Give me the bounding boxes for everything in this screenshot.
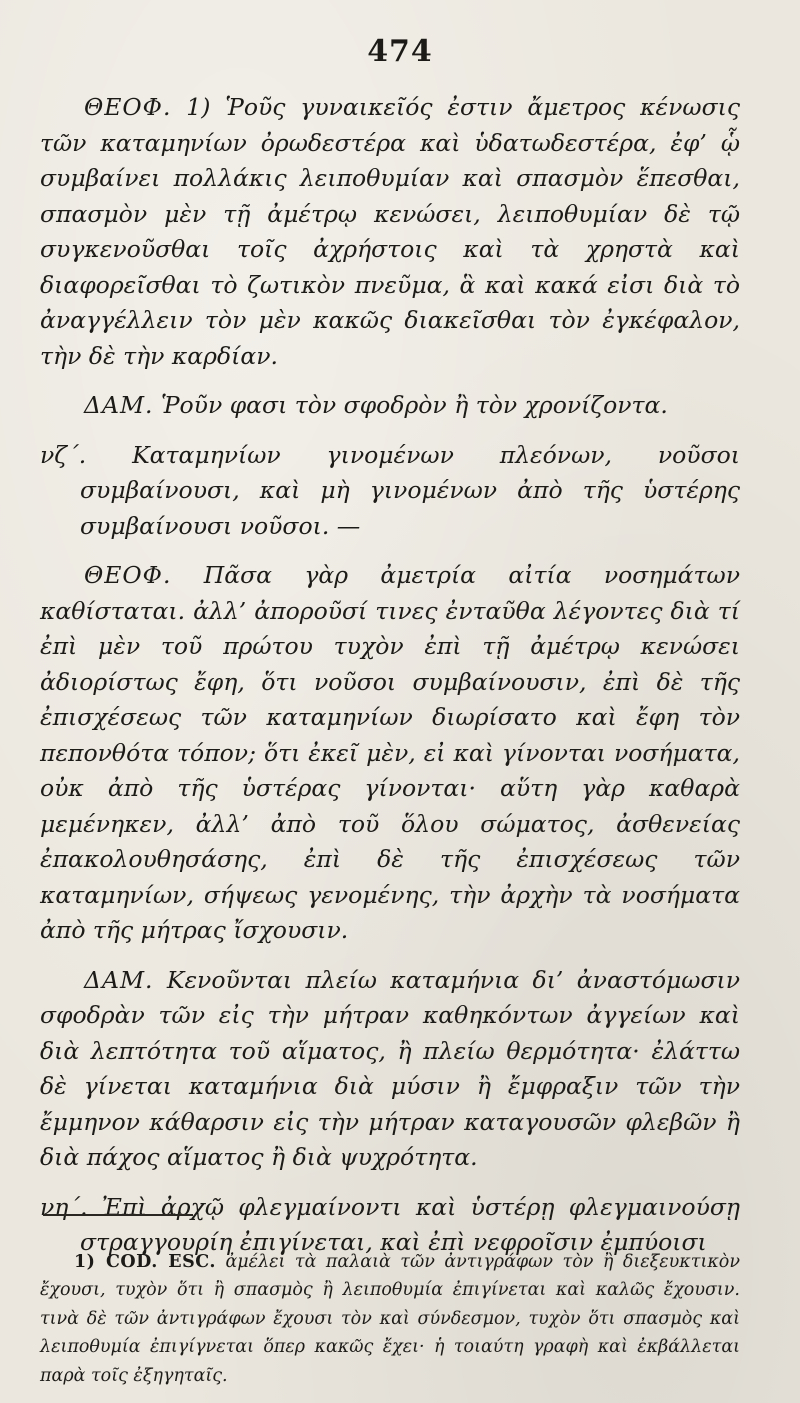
commentary-text: Κενοῦνται πλείω καταμήνια δι’ ἀναστόμωσιν σφοδρὰν τῶν εἰς τὴν μήτραν καθηκόντων ἀγγείων καὶ διὰ λεπτότητα τοῦ αἵματος, ἢ πλείω θερμότητα· ἐλάττω δὲ γίνεται καταμήνια διὰ μύσιν ἢ ἔμφραξιν τῶν τὴν ἔμμηνον κάθαρσιν εἰς τὴν μήτραν καταγουσῶν φλεβῶν ἢ διὰ πάχος αἵματος ἢ διὰ ψυχρότητα. — [40, 965, 740, 1171]
aphorism-57 — [40, 438, 740, 545]
aphorism-number: νη΄. — [40, 1192, 88, 1221]
aphorism-text: Ἐπὶ ἀρχῷ φλεγμαίνοντι καὶ ὑστέρῃ φλεγμαινούσῃ στραγγουρίη ἐπιγίνεται, καὶ ἐπὶ νεφροῖσιν ἐμπύοισι — [80, 1192, 740, 1256]
speaker-label: ΔΑΜ. — [84, 965, 154, 994]
commentary-damascius-2 — [40, 963, 740, 1176]
footnote — [40, 1248, 740, 1391]
commentary-theophilus-1 — [40, 90, 740, 374]
speaker-label: ΘΕΟΦ. — [84, 561, 172, 589]
commentary-text: 1) Ῥοῦς γυναικεῖός ἐστιν ἄμετρος κένωσις τῶν καταμηνίων ὀρωδεστέρα καὶ ὑδατωδεστέρα, ἐφ’ ᾧ συμβαίνει πολλάκις λειποθυμίαν καὶ σπασμὸν ἕπεσθαι, σπασμὸν μὲν τῇ ἀμέτρῳ κενώσει, λειποθυμίαν δὲ τῷ συγκενοῦσθαι τοῖς ἀχρήστοις καὶ τὰ χρηστὰ καὶ διαφορεῖσθαι τὸ ζωτικὸν πνεῦμα, ἃ καὶ κακά εἰσι διὰ τὸ ἀναγγέλλειν τὸν μὲν κακῶς διακεῖσθαι τὸν ἐγκέφαλον, τὴν δὲ τὴν καρδίαν. — [40, 93, 740, 370]
speaker-label: ΔΑΜ. — [84, 391, 154, 419]
footnote-text: ἀμέλει τὰ παλαιὰ τῶν ἀντιγράφων τὸν ἢ διεξευκτικὸν ἔχουσι, τυχὸν ὅτι ἢ σπασμὸς ἢ λειποθυμία ἐπιγίνεται καὶ καλῶς ἔχουσιν. τινὰ δὲ τῶν ἀντιγράφων ἔχουσι τὸν καὶ σύνδεσμον, τυχὸν ὅτι σπασμὸς καὶ λειποθυμία ἐπιγίγνεται ὅπερ κακῶς ἔχει· ἡ τοιαύτη γραφὴ καὶ ἐκβάλλεται παρὰ τοῖς ἐξηγηταῖς. — [40, 1251, 740, 1386]
page-number: 474 — [367, 34, 433, 69]
commentary-theophilus-2 — [40, 558, 740, 949]
aphorism-text: Καταμηνίων γινομένων πλεόνων, νοῦσοι συμβαίνουσι, καὶ μὴ γινομένων ἀπὸ τῆς ὑστέρης συμβαίνουσι νοῦσοι. — — [80, 440, 740, 540]
footnote-rule — [43, 1214, 193, 1216]
speaker-label: ΘΕΟΦ. — [84, 93, 172, 121]
commentary-text: Πᾶσα γὰρ ἀμετρία αἰτία νοσημάτων καθίσταται. ἀλλ’ ἀποροῦσί τινες ἐνταῦθα λέγοντες διὰ τί ἐπὶ μὲν τοῦ πρώτου τυχὸν ἐπὶ τῇ ἀμέτρῳ κενώσει ἀδιορίστως ἔφη, ὅτι νοῦσοι συμβαίνουσιν, ἐπὶ δὲ τῆς ἐπισχέσεως τῶν καταμηνίων διωρίσατο καὶ ἔφη τὸν πεπονθότα τόπον; ὅτι ἐκεῖ μὲν, εἰ καὶ γίνονται νοσήματα, οὐκ ἀπὸ τῆς ὑστέρας γίνονται· αὕτη γὰρ καθαρὰ μεμένηκεν, ἀλλ’ ἀπὸ τοῦ ὅλου σώματος, ἀσθενείας ἐπακολουθησάσης, ἐπὶ δὲ τῆς ἐπισχέσεως τῶν καταμηνίων, σήψεως γενομένης, τὴν ἀρχὴν τὰ νοσήματα ἀπὸ τῆς μήτρας ἴσχουσιν. — [40, 561, 740, 944]
footnote-label: 1) COD. ESC. — [74, 1251, 216, 1272]
commentary-text: Ῥοῦν φασι τὸν σφοδρὸν ἢ τὸν χρονίζοντα. — [160, 391, 668, 419]
main-text — [40, 90, 740, 1261]
aphorism-number: νζ΄. — [40, 440, 87, 469]
commentary-damascius-1 — [40, 388, 740, 424]
